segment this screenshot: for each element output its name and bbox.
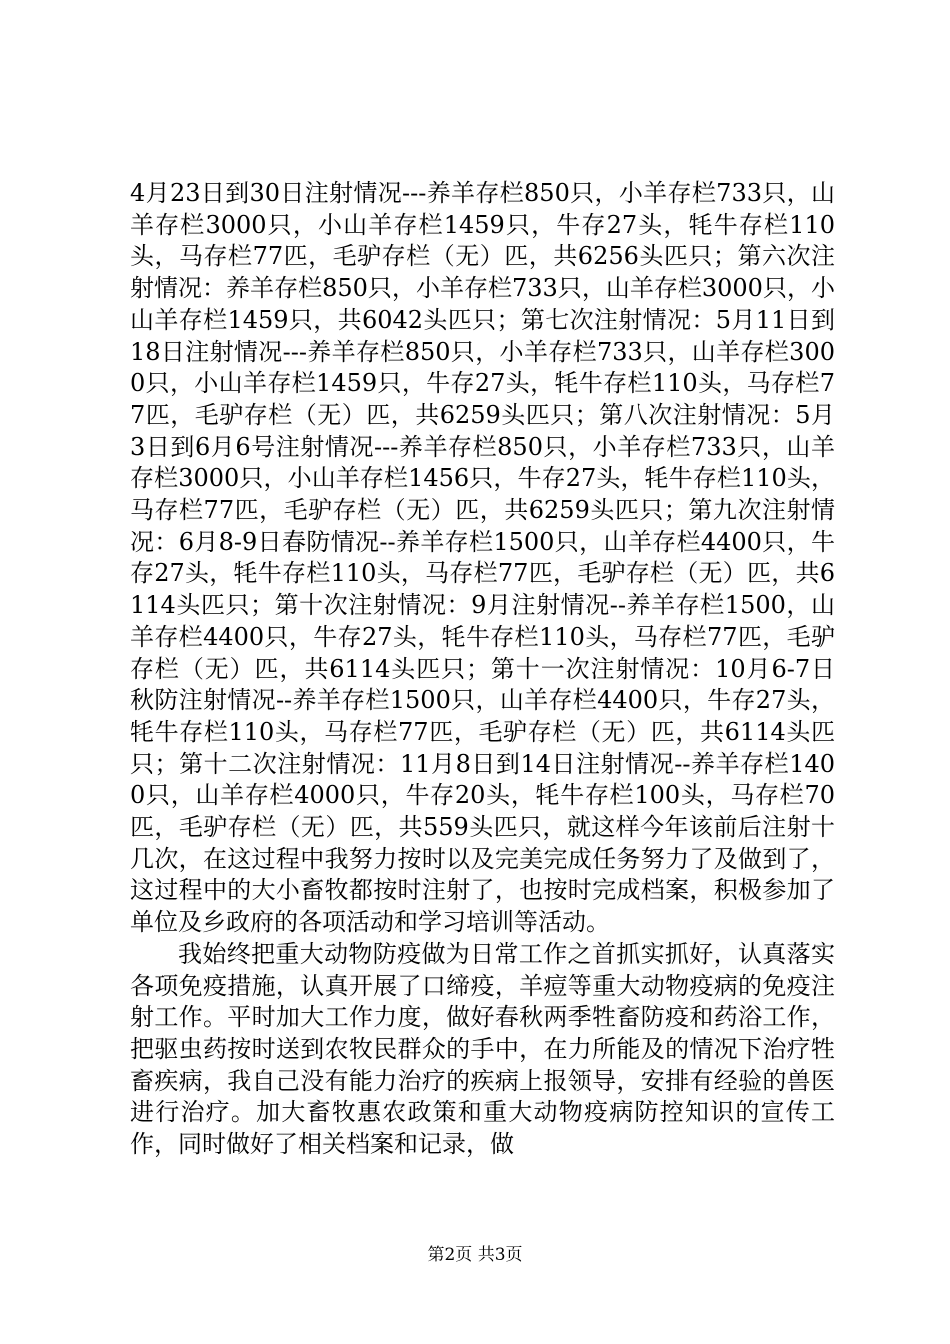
paragraph-epidemic-prevention: 我始终把重大动物防疫做为日常工作之首抓实抓好，认真落实各项免疫措施，认真开展了口缔疫，羊痘等重大动物疫病的免疫注射工作。平时加大工作力度，做好春秋两季牲畜防疫和药浴工作，把驱虫药按时送到农牧民群众的手中，在力所能及的情况下治疗牲畜疾病，我自己没有能力治疗的疾病上报领导，安排有经验的兽医进行治疗。加大畜牧惠农政策和重大动物疫病防控知识的宣传工作，同时做好了相关档案和记录，做 [130,939,835,1159]
paragraph-injection-records: 4月23日到30日注射情况---养羊存栏850只，小羊存栏733只，山羊存栏3000只，小山羊存栏1459只，牛存27头，牦牛存栏110头，马存栏77匹，毛驴存栏（无）匹，共6256头匹只；第六次注射情况：养羊存栏850只，小羊存栏733只，山羊存栏3000只，小山羊存栏1459只，共6042头匹只；第七次注射情况：5月11日到18日注射情况---养羊存栏850只，小羊存栏733只，山羊存栏3000只，小山羊存栏1459只，牛存27头，牦牛存栏110头，马存栏77匹，毛驴存栏（无）匹，共6259头匹只；第八次注射情况：5月3日到6月6号注射情况---养羊存栏850只，小羊存栏733只，山羊存栏3000只，小山羊存栏1456只，牛存27头，牦牛存栏110头，马存栏77匹，毛驴存栏（无）匹，共6259头匹只；第九次注射情况：6月8-9日春防情况--养羊存栏1500只，山羊存栏4400只，牛存27头，牦牛存栏110头，马存栏77匹，毛驴存栏（无）匹，共6114头匹只；第十次注射情况：9月注射情况--养羊存栏1500，山羊存栏4400只，牛存27头，牦牛存栏110头，马存栏77匹，毛驴存栏（无）匹，共6114头匹只；第十一次注射情况：10月6-7日秋防注射情况--养羊存栏1500只，山羊存栏4400只，牛存27头，牦牛存栏110头，马存栏77匹，毛驴存栏（无）匹，共6114头匹只；第十二次注射情况：11月8日到14日注射情况--养羊存栏1400只，山羊存栏4000只，牛存20头，牦牛存栏100头，马存栏70匹，毛驴存栏（无）匹，共559头匹只，就这样今年该前后注射十几次，在这过程中我努力按时以及完美完成任务努力了及做到了，这过程中的大小畜牧都按时注射了，也按时完成档案，积极参加了单位及乡政府的各项活动和学习培训等活动。 [130,179,835,937]
document-body [130,178,835,1161]
page-number-footer: 第2页 共3页 [427,1245,523,1265]
